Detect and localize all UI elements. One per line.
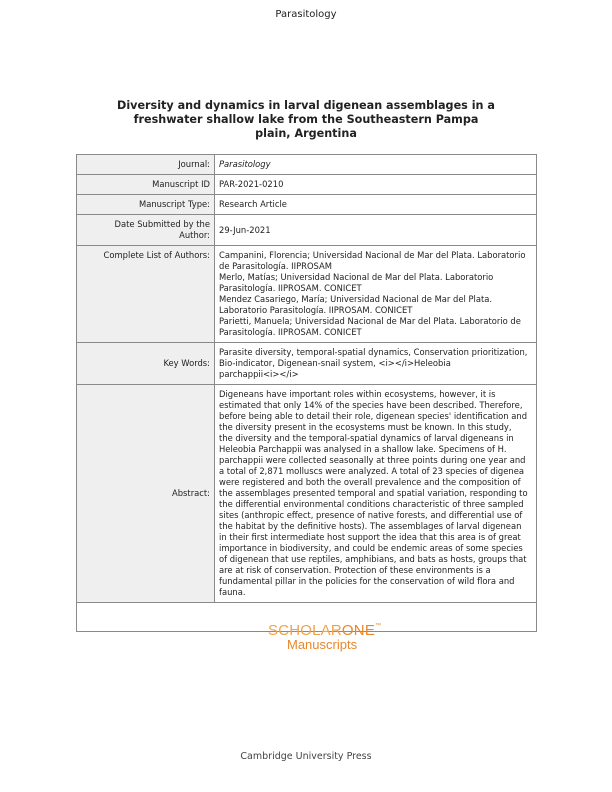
manuscript-type-value: Research Article <box>215 195 537 215</box>
abstract-value <box>215 385 537 603</box>
authors-label: Complete List of Authors: <box>77 246 215 343</box>
abstract-line: a total of 2,871 molluscs were analyzed. A total of 23 species of digenea <box>219 466 524 476</box>
abstract-label: Abstract: <box>77 385 215 603</box>
logo-tm: ™ <box>375 623 382 629</box>
abstract-line: the diversity present in the ecosystems must be known. In this study, <box>219 422 512 432</box>
abstract-line: sites (anthropic effect, presence of native forests, and differential use of <box>219 510 523 520</box>
journal-row <box>77 155 537 175</box>
date-submitted-value: 29-Jun-2021 <box>215 215 537 246</box>
title-line: freshwater shallow lake from the Southeastern Pampa <box>133 113 479 126</box>
author-line: Parietti, Manuela; Universidad Nacional de Mar del Plata. Laboratorio de <box>219 316 521 326</box>
abstract-line: the differential environmental conditions characteristic of three sampled <box>219 499 524 509</box>
abstract-row <box>77 385 537 603</box>
abstract-line: in their first intermediate host support the idea that this area is of great <box>219 532 521 542</box>
abstract-line: Heleobia Parchappii was analysed in a shallow lake. Specimens of H. <box>219 444 507 454</box>
manuscript-id-value: PAR-2021-0210 <box>215 175 537 195</box>
abstract-line: are at risk of conservation. Protection of these environments is a <box>219 565 491 575</box>
title-line: Diversity and dynamics in larval digenean assemblages in a <box>117 99 495 112</box>
journal-label: Journal: <box>77 155 215 175</box>
logo-one: ONE <box>341 622 376 639</box>
author-line: Mendez Casariego, María; Universidad Nacional de Mar del Plata. <box>219 294 493 304</box>
author-line: Campanini, Florencia; Universidad Nacional de Mar del Plata. Laboratorio <box>219 250 526 260</box>
abstract-line: were registered and both the overall prevalence and the composition of <box>219 477 521 487</box>
running-header: Parasitology <box>275 9 337 20</box>
keywords-value <box>215 343 537 385</box>
manuscript-id-row <box>77 175 537 195</box>
authors-value <box>215 246 537 343</box>
journal-value: Parasitology <box>215 155 537 175</box>
manuscript-id-label: Manuscript ID <box>77 175 215 195</box>
manuscript-info-table <box>76 154 537 632</box>
author-line: de Parasitología. IIPROSAM <box>219 261 332 271</box>
scholarone-logo <box>268 622 388 652</box>
abstract-line: parchappii were collected seasonally at three points during one year and <box>219 455 526 465</box>
author-line: Parasitología. IIPROSAM. CONICET <box>219 283 362 293</box>
publisher-footer: Cambridge University Press <box>240 751 372 762</box>
logo-manuscripts: Manuscripts <box>287 637 358 652</box>
title-line: plain, Argentina <box>255 127 357 140</box>
abstract-line: the diversity and the temporal-spatial dynamics of larval digeneans in <box>219 433 514 443</box>
author-line: Merlo, Matías; Universidad Nacional de Mar del Plata. Laboratorio <box>219 272 494 282</box>
keywords-label: Key Words: <box>77 343 215 385</box>
abstract-line: the assemblages presented temporal and spatial variation, responding to <box>219 488 528 498</box>
abstract-line: before being able to detail their role, digenean species' identification and <box>219 411 528 421</box>
author-line: Parasitología. IIPROSAM. CONICET <box>219 327 362 337</box>
abstract-line: importance in biodiversity, and could be endemic areas of some species <box>219 543 523 553</box>
manuscript-type-row <box>77 195 537 215</box>
keywords-line: parchappii<i></i> <box>219 369 299 379</box>
abstract-line: estimated that only 14% of the species have been described. Therefore, <box>219 400 523 410</box>
manuscript-type-label: Manuscript Type: <box>77 195 215 215</box>
keywords-row <box>77 343 537 385</box>
paper-title <box>106 99 506 141</box>
date-submitted-label <box>77 215 215 246</box>
authors-row <box>77 246 537 343</box>
abstract-line: the habitat by the definitive hosts). The assemblages of larval digenean <box>219 521 522 531</box>
date-submitted-row <box>77 215 537 246</box>
abstract-line: of digenean that use reptiles, amphibians, and bats as hosts, groups that <box>219 554 527 564</box>
abstract-line: Digeneans have important roles within ecosystems, however, it is <box>219 389 496 399</box>
keywords-line: Parasite diversity, temporal-spatial dynamics, Conservation prioritization, <box>219 347 528 357</box>
date-submitted-label-line: Date Submitted by the <box>114 219 210 229</box>
keywords-line: Bio-indicator, Digenean-snail system, <i></i>Heleobia <box>219 358 451 368</box>
abstract-line: fundamental pillar in the policies for the conservation of wild flora and <box>219 576 515 586</box>
date-submitted-label-line: Author: <box>179 230 210 240</box>
abstract-line: fauna. <box>219 587 246 597</box>
author-line: Laboratorio Parasitología. IIPROSAM. CONICET <box>219 305 413 315</box>
logo-scholar: SCHOLAR <box>268 622 342 639</box>
